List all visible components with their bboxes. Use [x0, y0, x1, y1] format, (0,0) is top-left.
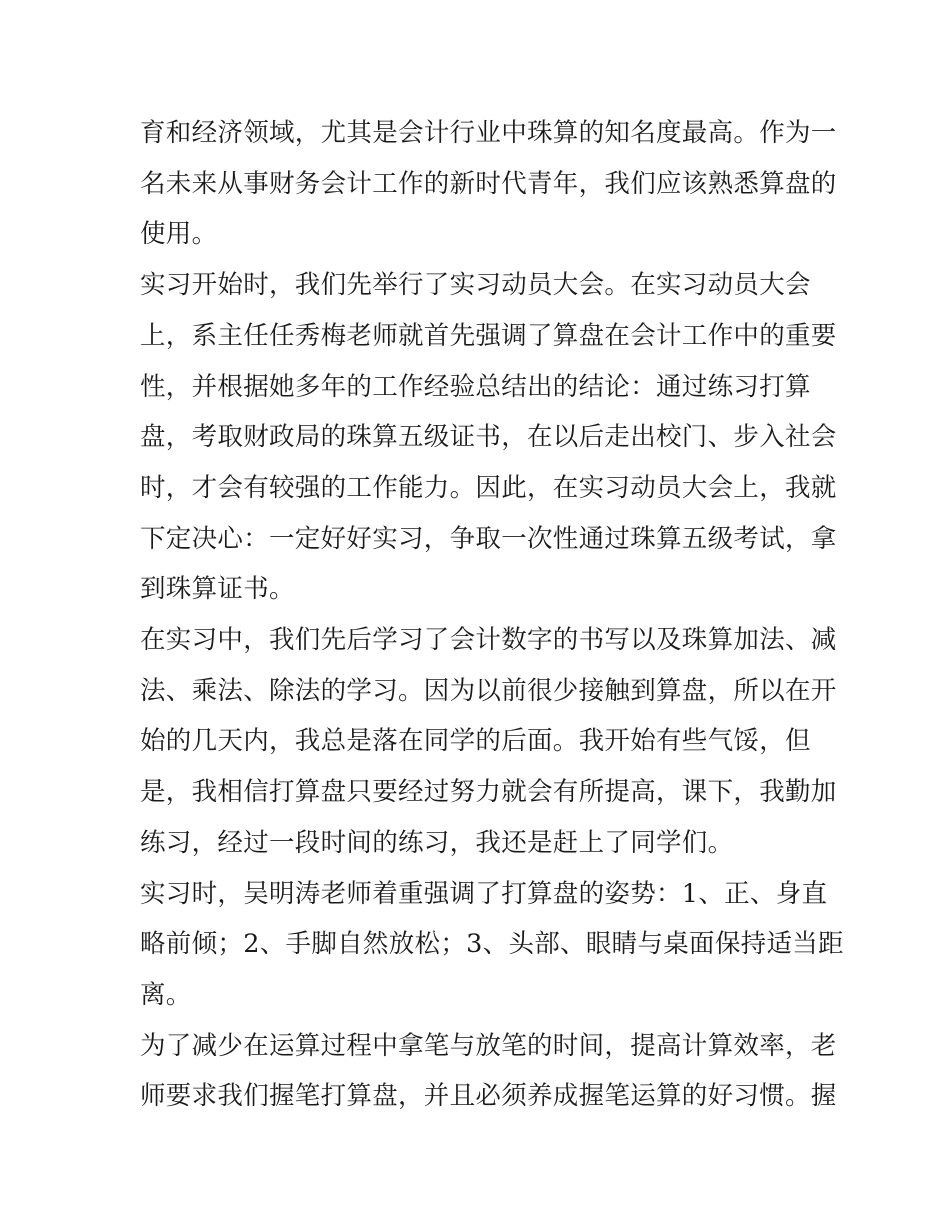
text-line: 师要求我们握笔打算盘，并且必须养成握笔运算的好习惯。握: [140, 1081, 837, 1112]
text-line: 盘，考取财政局的珠算五级证书，在以后走出校门、步入社会: [140, 422, 837, 453]
text-line: 到珠算证书。: [140, 574, 295, 605]
text-line: 名未来从事财务会计工作的新时代青年，我们应该熟悉算盘的: [140, 168, 837, 199]
text-line: 在实习中，我们先后学习了会计数字的书写以及珠算加法、减: [140, 625, 837, 656]
text-line: 为了减少在运算过程中拿笔与放笔的时间，提高计算效率，老: [140, 1030, 837, 1061]
paragraph-learning-process: [140, 615, 837, 869]
body-text: [140, 108, 844, 1122]
paragraph-abacus-usage: [140, 108, 837, 260]
paragraph-mobilization-meeting: [140, 260, 837, 615]
text-line: 法、乘法、除法的学习。因为以前很少接触到算盘，所以在开: [140, 675, 837, 706]
paragraph-pen-holding: [140, 1021, 837, 1122]
text-line: 始的几天内，我总是落在同学的后面。我开始有些气馁，但: [140, 726, 811, 757]
text-line: 实习时，吴明涛老师着重强调了打算盘的姿势：1、正、身直: [140, 878, 828, 909]
text-line: 略前倾；2、手脚自然放松；3、头部、眼睛与桌面保持适当距: [140, 929, 844, 960]
text-line: 使用。: [140, 219, 218, 250]
text-line: 离。: [140, 979, 192, 1010]
text-line: 是，我相信打算盘只要经过努力就会有所提高，课下，我勤加: [140, 777, 837, 808]
text-line: 时，才会有较强的工作能力。因此，在实习动员大会上，我就: [140, 472, 837, 503]
text-line: 性，并根据她多年的工作经验总结出的结论：通过练习打算: [140, 371, 811, 402]
text-line: 育和经济领域，尤其是会计行业中珠算的知名度最高。作为一: [140, 118, 837, 148]
text-line: 练习，经过一段时间的练习，我还是赶上了同学们。: [140, 827, 734, 858]
text-line: 下定决心：一定好好实习，争取一次性通过珠算五级考试，拿: [140, 523, 837, 554]
paragraph-posture: [140, 869, 844, 1021]
text-line: 实习开始时，我们先举行了实习动员大会。在实习动员大会: [140, 270, 811, 301]
text-line: 上，系主任任秀梅老师就首先强调了算盘在会计工作中的重要: [140, 320, 837, 351]
